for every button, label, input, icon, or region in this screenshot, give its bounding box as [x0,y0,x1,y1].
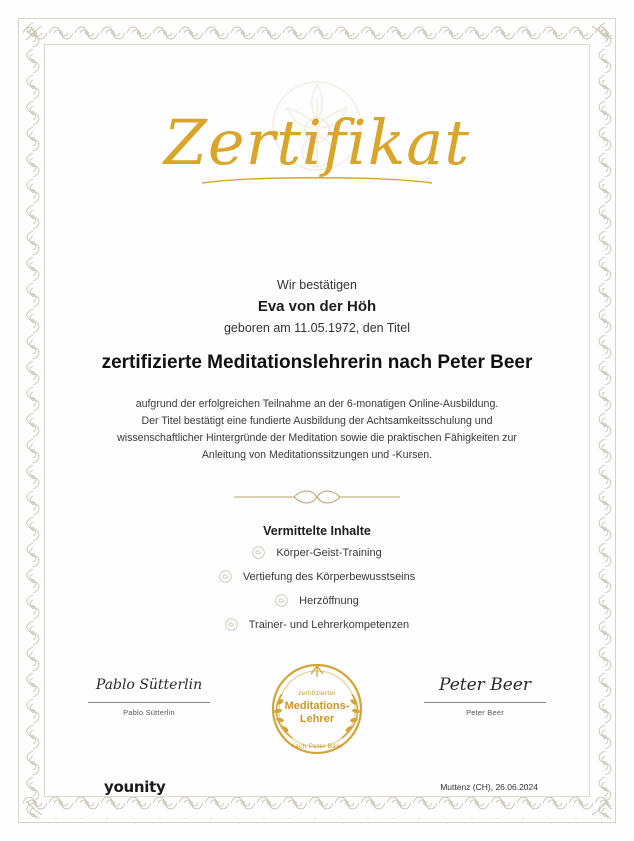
list-item [0,546,634,562]
award-title: zertifizierte Meditationslehrerin nach Peter Beer [101,352,533,373]
seal-main-line-2: Lehrer [299,713,335,725]
recipient-block [0,278,634,341]
spiral-bullet-icon [225,618,238,634]
list-item-label: Trainer- und Lehrerkompetenzen [248,619,410,631]
list-item-label: Herzöffnung [299,595,359,607]
seal-main-text [258,700,376,726]
seal-main-line-1: Meditations- [284,700,350,712]
list-item-label: Vertiefung des Körperbewusstseins [242,571,416,583]
signature-right-script: Peter Beer [439,675,531,695]
signature-left-rule [88,702,210,703]
list-item [0,594,634,610]
list-item [0,570,634,586]
signature-right [420,668,550,717]
spiral-bullet-icon [275,594,288,610]
recipient-birth-line: geboren am 11.05.1972, den Titel [223,321,411,335]
seal-bottom-text: nach Peter Beer [291,743,343,750]
description-line: Der Titel bestätigt eine fundierte Ausbildung der Achtsamkeitsschulung und [141,415,493,427]
certificate-header [0,68,634,190]
description-line: aufgrund der erfolgreichen Teilnahme an der 6-monatigen Online-Ausbildung. [135,398,499,410]
spiral-bullet-icon [219,570,232,586]
title-underline-flourish [192,176,442,190]
signature-left-script: Pablo Sütterlin [95,677,203,693]
place-and-date: Muttenz (CH), 26.06.2024 [440,782,538,792]
description-line: wissenschaftlicher Hintergründe der Meditation sowie die praktischen Fähigkeiten zur [117,432,517,444]
signature-right-name: Peter Beer [466,708,504,717]
contents-list [0,546,634,642]
description-line: Anleitung von Meditationssitzungen und -Kursen. [201,449,433,461]
list-item-label: Körper-Geist-Training [276,547,382,559]
signature-right-rule [424,702,546,703]
intro-line: Wir bestätigen [277,278,357,292]
seal-top-text: zertifizierter [298,690,336,697]
signature-left-name: Pablo Sütterlin [123,708,175,717]
contents-heading: Vermittelte Inhalte [263,524,371,538]
signature-left [84,668,214,717]
award-description [86,396,548,464]
certification-seal [258,650,376,768]
recipient-name: Eva von der Höh [257,298,377,315]
page-title: Zertifikat [163,106,471,179]
list-item [0,618,634,634]
section-divider-flourish [232,486,402,508]
brand-logo: younity [104,778,166,796]
spiral-bullet-icon [252,546,265,562]
